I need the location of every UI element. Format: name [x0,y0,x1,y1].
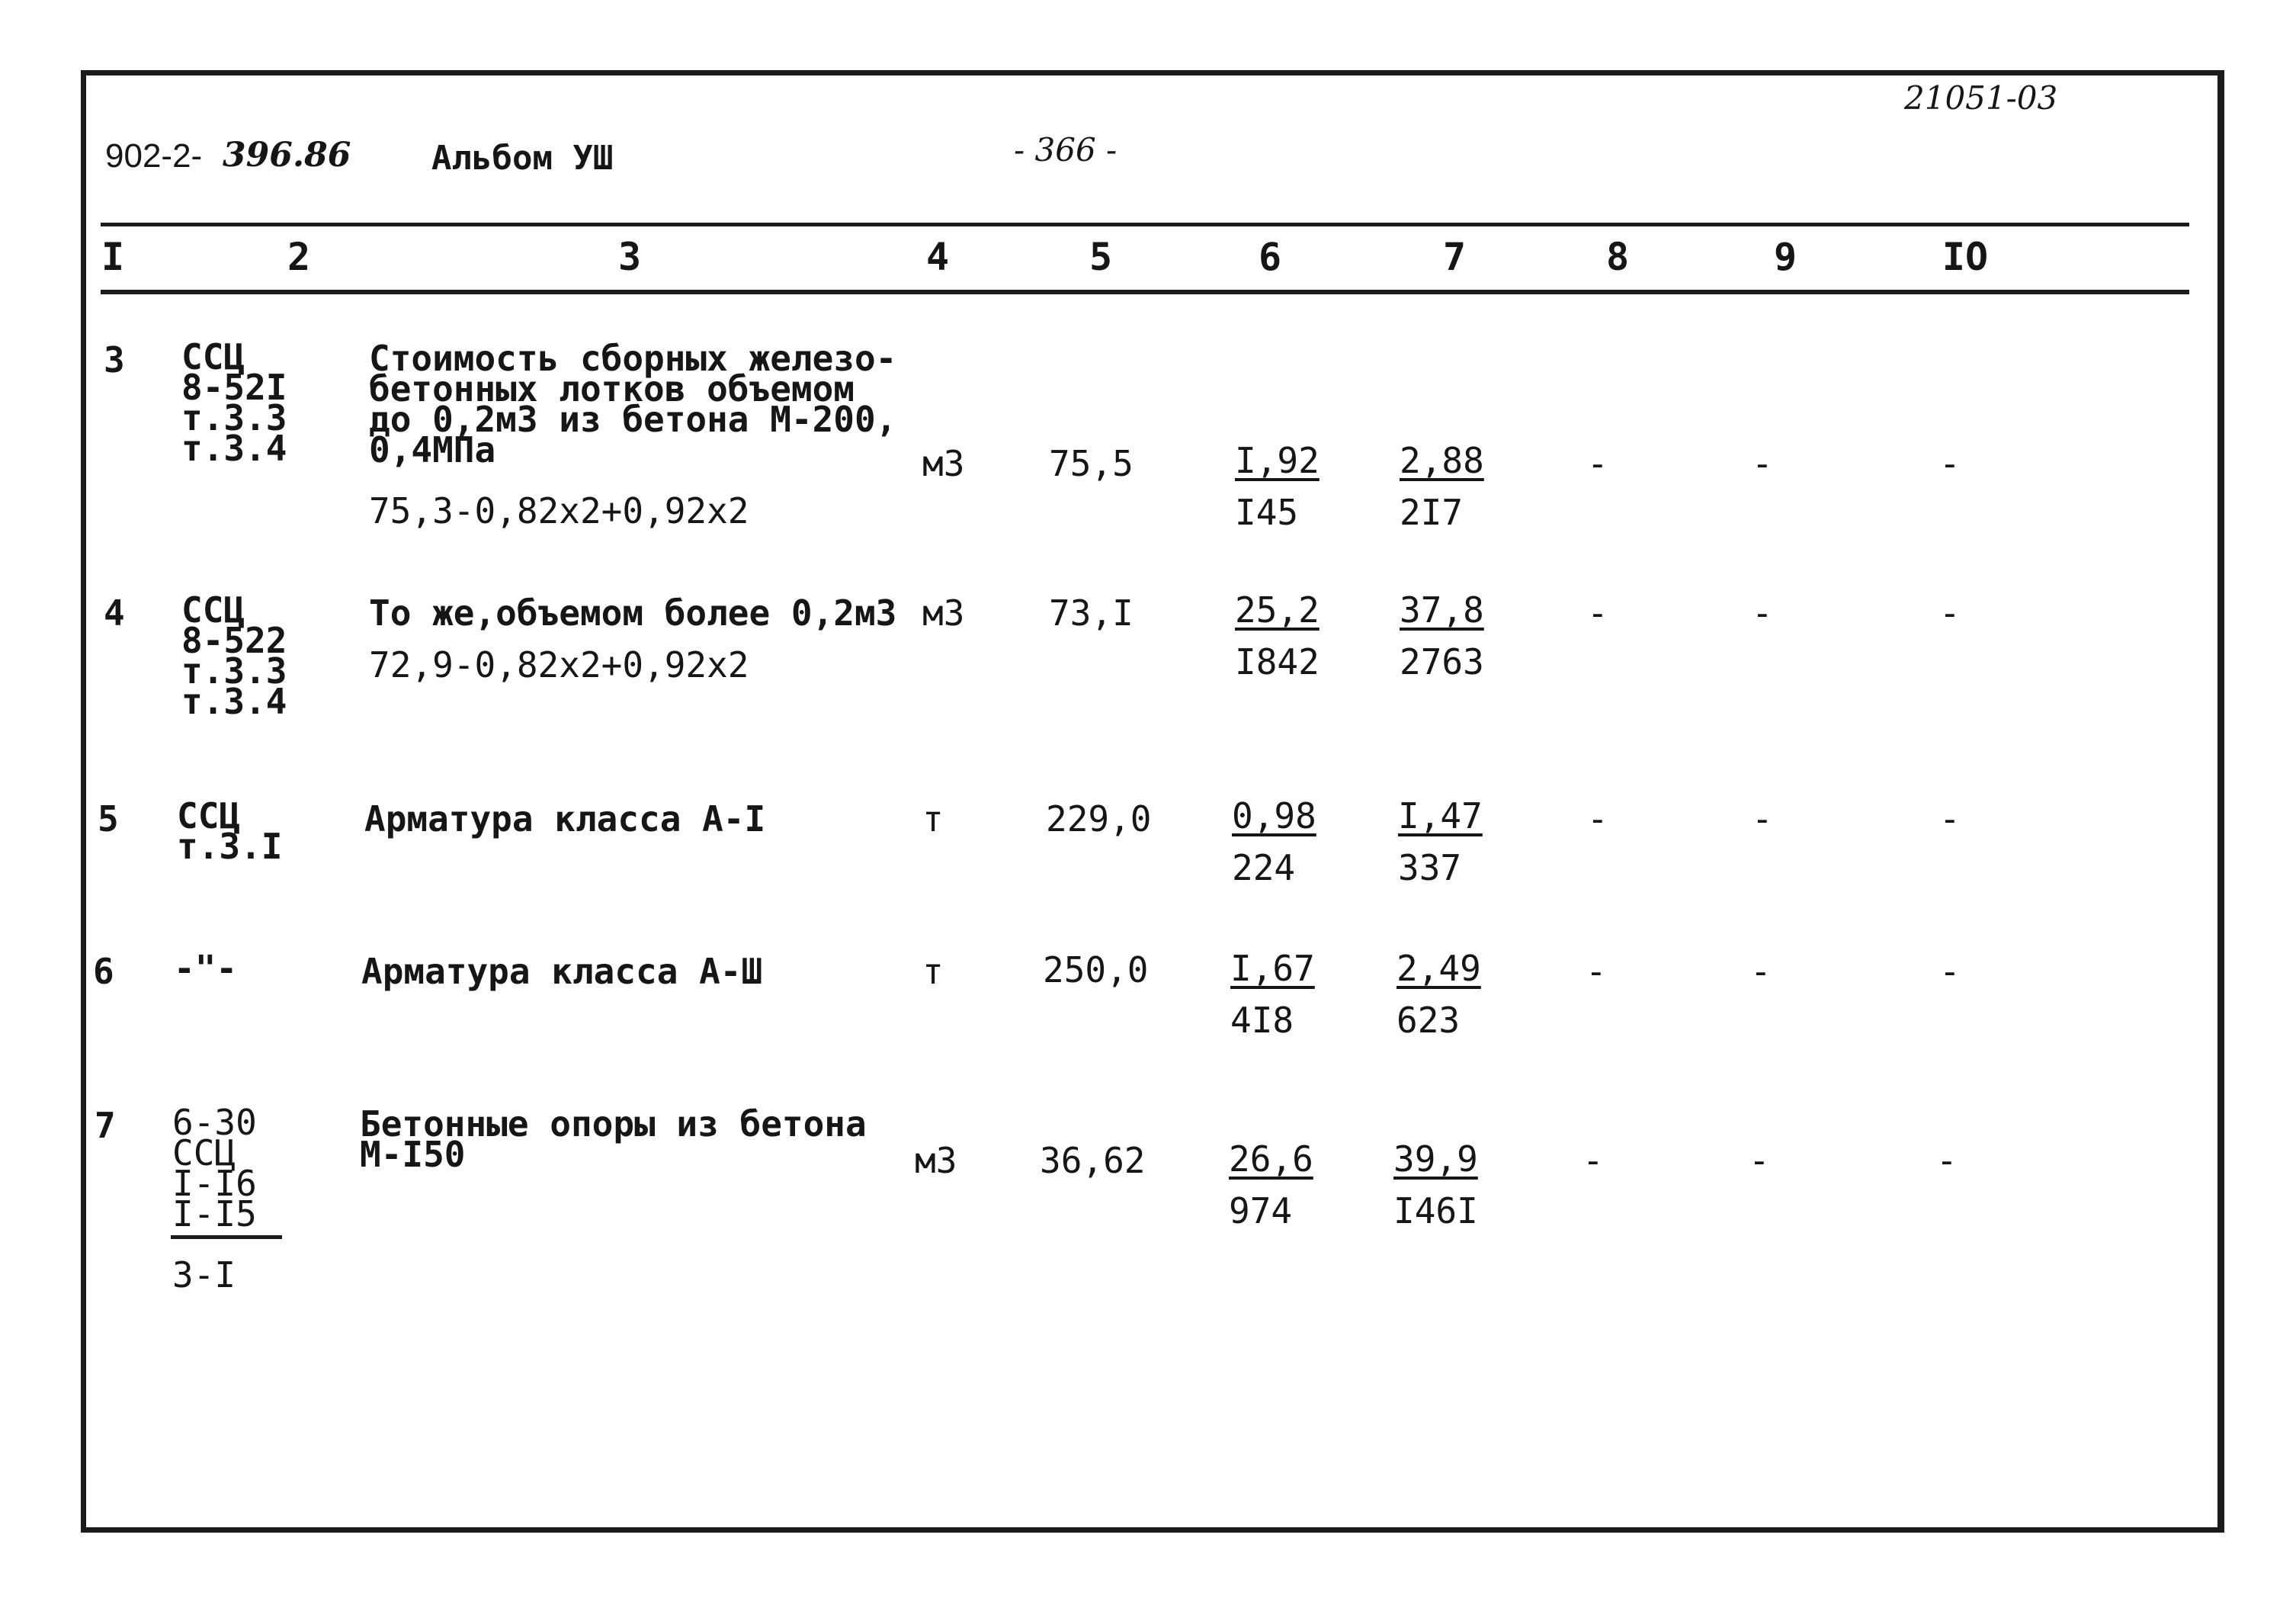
header-bottom-rule [101,290,2189,294]
row-unit: т [922,951,944,992]
row-unit: м3 [915,1140,957,1181]
col7-bottom: I46I [1393,1190,1478,1231]
col10-value: - [1939,951,1961,992]
col9-value: - [1752,592,1773,634]
row-code: 6-30 ССЦ I-I6 I-I5 [172,1102,257,1234]
col7-bottom: 337 [1398,847,1462,888]
col7-top: 39,9 [1393,1138,1478,1180]
column-header-7: 7 [1442,235,1467,279]
row-description: Арматура класса А-I [364,798,766,840]
col10-value: - [1939,798,1961,840]
column-header-1: I [101,235,125,279]
col10-value: - [1939,443,1961,484]
row-col6 [1229,1136,1313,1240]
col6-bottom: I45 [1235,492,1299,533]
row-description: То же,объемом более 0,2м3 [369,592,897,634]
col6-top: 0,98 [1232,795,1316,836]
row-code: ССЦ 8-522 т.3.3 т.3.4 [181,589,287,722]
row-col7 [1398,793,1483,897]
row-code: ССЦ 8-52I т.3.3 т.3.4 [181,336,287,469]
col7-top: 2,88 [1400,440,1484,481]
row-number: 5 [98,798,119,840]
row-number: 7 [95,1105,116,1146]
row-number: 6 [93,951,114,992]
row-col7 [1393,1136,1478,1240]
col6-top: I,67 [1230,948,1315,989]
album-title: Альбом УШ [431,139,614,178]
col6-bottom: I842 [1235,641,1320,682]
col7-bottom: 623 [1397,1000,1461,1041]
row-quantity: 250,0 [1043,949,1149,990]
row-code: ССЦ т.3.I [177,795,283,867]
row-number: 4 [104,592,125,634]
page-number: - 366 - [1014,131,1118,169]
column-header-2: 2 [287,235,311,279]
col9-value: - [1750,951,1772,992]
col9-value: - [1752,798,1773,840]
header-top-rule [101,223,2189,226]
col8-value: - [1587,798,1608,840]
col9-value: - [1752,443,1773,484]
row-formula: 75,3-0,82x2+0,92x2 [369,490,749,531]
row-description: Арматура класса А-Ш [361,951,763,992]
row-code: -"- [174,948,238,989]
row-unit: м3 [922,592,965,634]
column-header-4: 4 [925,235,950,279]
col8-value: - [1587,592,1608,634]
column-header-10: IO [1942,235,1989,279]
col8-value: - [1587,443,1608,484]
col6-bottom: 4I8 [1230,1000,1294,1041]
column-header-5: 5 [1089,235,1113,279]
col8-value: - [1586,951,1607,992]
col8-value: - [1583,1140,1604,1181]
doc-code: 902-2- [105,137,203,175]
column-header-8: 8 [1605,235,1630,279]
row-col7 [1400,438,1484,541]
row-col6 [1235,438,1320,541]
row-quantity: 229,0 [1046,798,1152,840]
row-quantity: 36,62 [1040,1140,1146,1181]
row-quantity: 73,I [1049,592,1134,634]
col6-bottom: 224 [1232,847,1296,888]
col7-bottom: 2I7 [1400,492,1464,533]
col7-top: 37,8 [1400,589,1484,631]
row-col7 [1397,945,1481,1049]
column-header-3: 3 [617,235,642,279]
row-code-extra: 3-I [172,1254,236,1295]
col9-value: - [1749,1140,1770,1181]
row-description: Бетонные опоры из бетона М-I50 [360,1103,867,1175]
row-description: Стоимость сборных железо- бетонных лотков объемом до 0,2м3 из бетона М-200, 0,4МПа [369,338,897,470]
row-col6 [1232,793,1316,897]
doc-code-handwritten: 396.86 [223,136,351,175]
column-header-9: 9 [1773,235,1797,279]
row-col6 [1235,587,1320,691]
col7-top: 2,49 [1397,948,1481,989]
col6-top: I,92 [1235,440,1320,481]
row-number: 3 [104,339,125,380]
row-formula: 72,9-0,82x2+0,92x2 [369,644,749,685]
col7-bottom: 2763 [1400,641,1484,682]
row-col7 [1400,587,1484,691]
code-fraction-line [171,1235,282,1239]
inventory-number: 21051-03 [1904,79,2058,117]
row-unit: т [922,798,944,840]
row-quantity: 75,5 [1049,443,1134,484]
col7-top: I,47 [1398,795,1483,836]
col6-top: 25,2 [1235,589,1320,631]
row-col6 [1230,945,1315,1049]
col6-bottom: 974 [1229,1190,1293,1231]
column-header-6: 6 [1258,235,1282,279]
col6-top: 26,6 [1229,1138,1313,1180]
col10-value: - [1939,592,1961,634]
row-unit: м3 [922,443,965,484]
col10-value: - [1936,1140,1958,1181]
